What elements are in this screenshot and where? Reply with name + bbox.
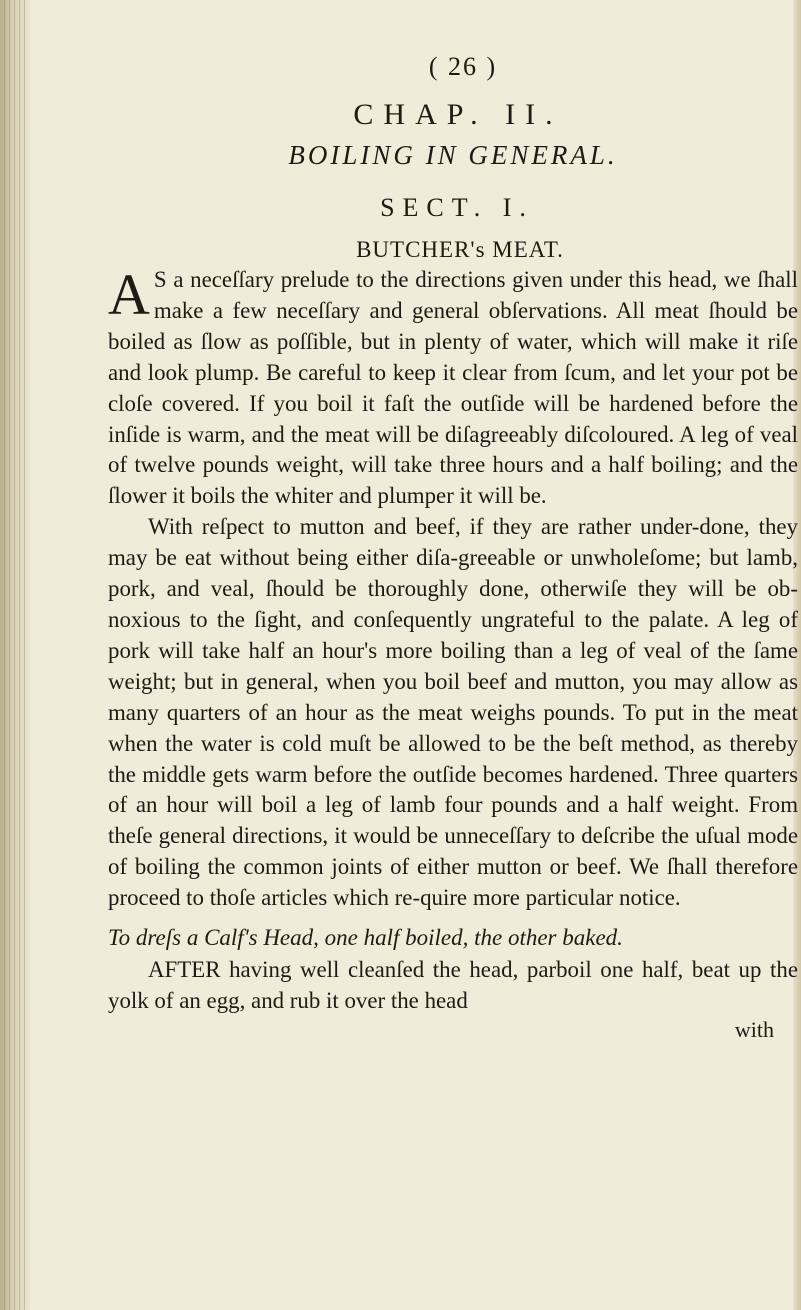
- section-subtitle: BUTCHER's MEAT.: [356, 237, 564, 262]
- catchword: with: [734, 1016, 774, 1042]
- paragraph-intro-text: S a neceſſary prelude to the directions given under this head, we ſhall make a few neceſſary and general obſervations. All meat ſhould be boiled as ſlow as poſſible, but in plenty of water, which will make it riſe and look plump. Be careful to keep it clear from ſcum, and let your pot be cloſe covered. If you boil it faſt the outſide will be hardened before the inſide is warm, and the meat will be diſagreeably diſcoloured. A leg of veal of twelve pounds weight, will take three hours and a half boiling; and the ſlower it boils the whiter and plumper it will be.: [108, 267, 798, 509]
- page-number: ( 26 ): [428, 52, 498, 81]
- chapter-heading: CHAP. II.: [353, 98, 563, 131]
- drop-cap: A: [108, 262, 150, 327]
- section-heading: SECT. I.: [380, 193, 534, 222]
- recipe-text: AFTER having well cleanſed the head, parboil one half, beat up the yolk of an egg, and rub it over the head: [108, 957, 798, 1013]
- paragraph-mutton-beef: With reſpect to mutton and beef, if they are rather under-done, they may be eat without being either diſa-greeable or unwholeſome; but lamb, pork, and veal, ſhould be thoroughly done, otherwiſe they will be ob-noxious to the ſight, and conſequently ungrateful to the palate. A leg of pork will take half an hour's more boiling than a leg of veal of the ſame weight; but in general, when you boil beef and mutton, you may allow as many quarters of an hour as the meat weighs pounds. To put in the meat when the water is cold muſt be allowed to be the beſt method, as thereby the middle gets warm before the outſide becomes hardened. Three quarters of an hour will boil a leg of lamb four pounds and a half weight. From theſe general directions, it would be unneceſſary to deſcribe the uſual mode of boiling the common joints of either mutton or beef. We ſhall therefore proceed to thoſe articles which re-quire more particular notice.: [108, 514, 798, 911]
- paragraph-intro: [108, 262, 798, 512]
- book-page: [108, 52, 798, 1043]
- gutter-texture: [4, 0, 26, 1310]
- recipe-title: To dreſs a Calf's Head, one half boiled, the other baked.: [108, 925, 623, 951]
- binding-gutter: [0, 0, 30, 1310]
- chapter-title: BOILING IN GENERAL.: [288, 140, 618, 170]
